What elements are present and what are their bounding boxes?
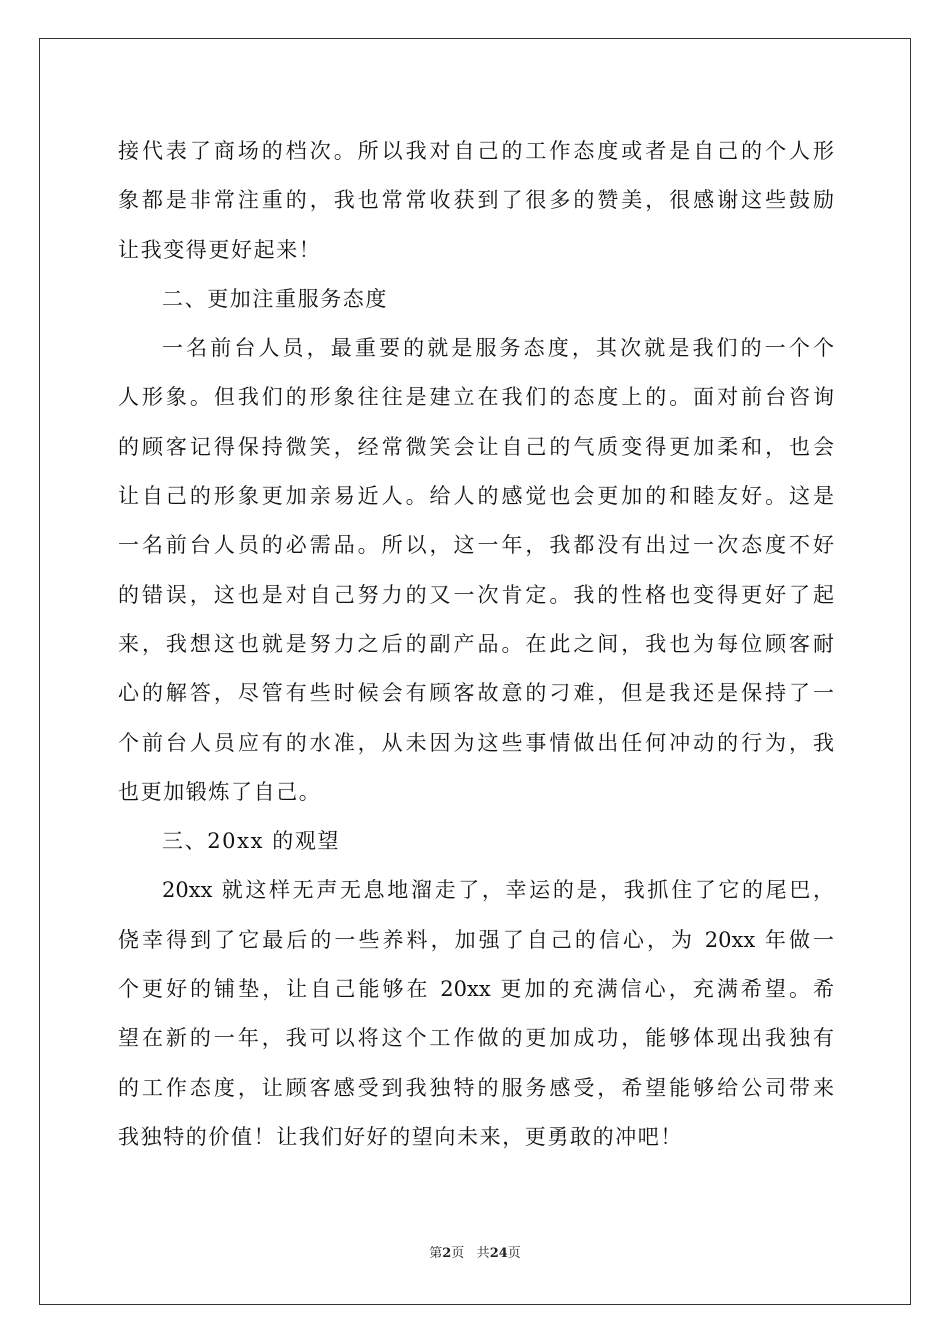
- text-line: 心的解答，尽管有些时候会有顾客故意的刁难，但是我还是保持了一: [118, 681, 834, 706]
- text-line: 人形象。但我们的形象往往是建立在我们的态度上的。面对前台咨询: [118, 385, 834, 410]
- text-line: 接代表了商场的档次。所以我对自己的工作态度或者是自己的个人形: [118, 139, 834, 163]
- text-line: 让自己的形象更加亲易近人。给人的感觉也会更加的和睦友好。这是: [118, 484, 834, 509]
- footer-total-prefix: 共: [476, 1246, 490, 1261]
- text-line: 的顾客记得保持微笑，经常微笑会让自己的气质变得更加柔和，也会: [118, 434, 834, 459]
- text-line: 我独特的价值！让我们好好的望向未来，更勇敢的冲吧！: [118, 1124, 683, 1149]
- text-line: 侥幸得到了它最后的一些养料，加强了自己的信心，为 20xx 年做一: [118, 927, 834, 952]
- text-line: 一名前台人员，最重要的就是服务态度，其次就是我们的一个个: [162, 336, 834, 361]
- text-line: 个前台人员应有的水准，从未因为这些事情做出任何冲动的行为，我: [118, 730, 834, 755]
- document-body: [118, 127, 834, 1162]
- text-line: 的错误，这也是对自己努力的又一次肯定。我的性格也变得更好了起: [118, 582, 834, 607]
- footer-page-prefix: 第: [429, 1246, 443, 1261]
- text-line: 三、20xx 的观望: [162, 829, 341, 854]
- text-line: 来，我想这也就是努力之后的副产品。在此之间，我也为每位顾客耐: [118, 631, 834, 656]
- text-line: 望在新的一年，我可以将这个工作做的更加成功，能够体现出我独有: [118, 1026, 834, 1051]
- footer-page-total: 24: [489, 1246, 508, 1261]
- footer-page-suffix: 页: [451, 1246, 465, 1261]
- text-line: 的工作态度，让顾客感受到我独特的服务感受，希望能够给公司带来: [118, 1075, 834, 1100]
- text-line: 象都是非常注重的，我也常常收获到了很多的赞美，很感谢这些鼓励: [118, 188, 834, 213]
- footer-total-suffix: 页: [507, 1246, 521, 1261]
- text-line: 也更加锻炼了自己。: [118, 779, 322, 804]
- text-line: 一名前台人员的必需品。所以，这一年，我都没有出过一次态度不好: [118, 533, 834, 558]
- page-footer: [0, 1242, 950, 1261]
- text-line: 二、更加注重服务态度: [162, 286, 388, 311]
- footer-spacer: [464, 1246, 476, 1261]
- text-line: 让我变得更好起来！: [118, 237, 322, 262]
- text-line: 20xx 就这样无声无息地溜走了，幸运的是，我抓住了它的尾巴，: [162, 878, 834, 903]
- text-line: 个更好的铺垫，让自己能够在 20xx 更加的充满信心，充满希望。希: [118, 977, 834, 1002]
- footer-page-current: 2: [442, 1246, 452, 1261]
